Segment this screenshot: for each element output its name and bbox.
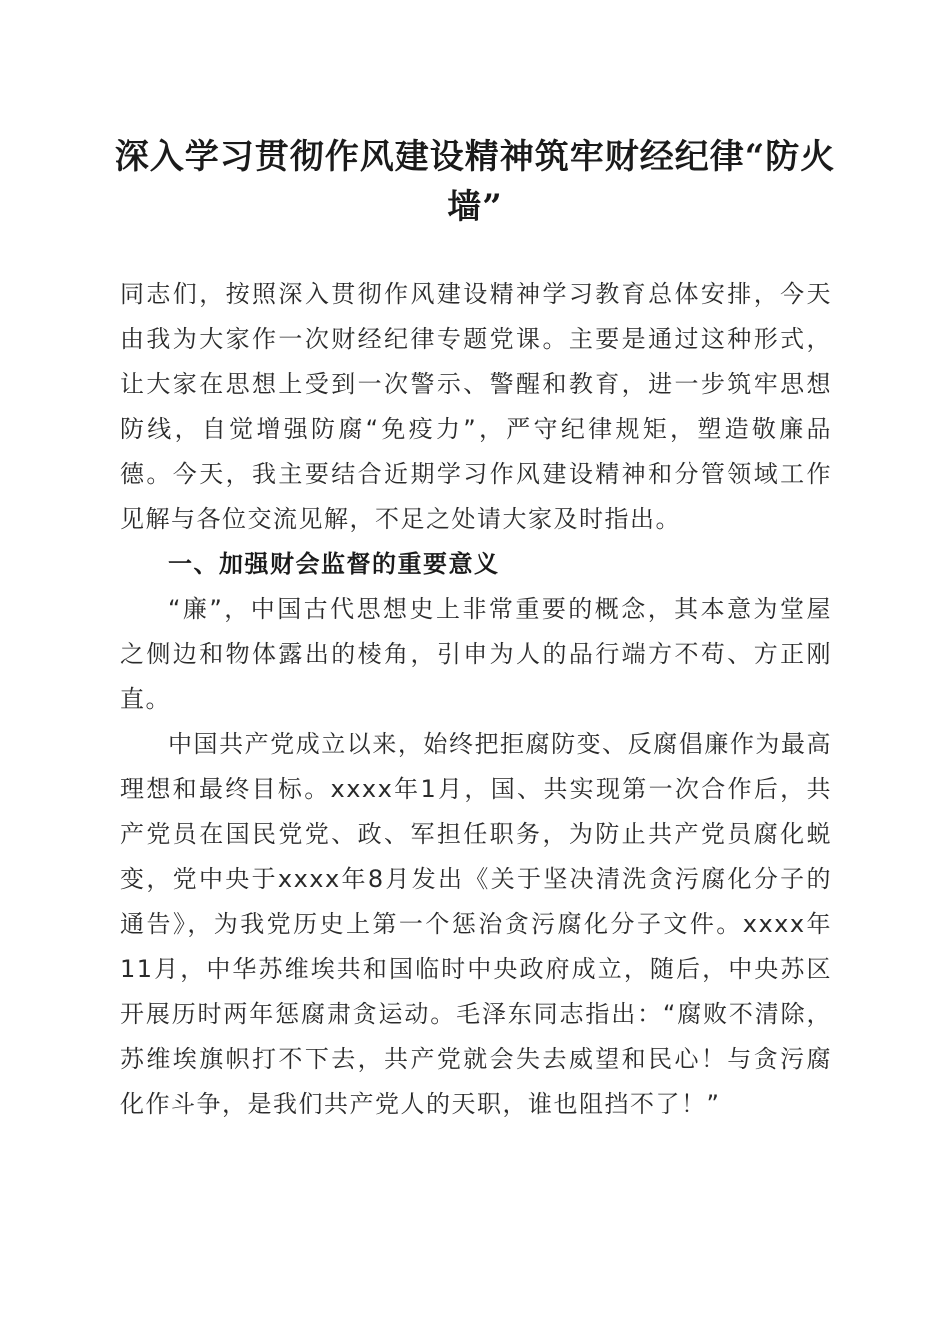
document-body: [120, 272, 832, 1127]
opening-paragraph: 同志们，按照深入贯彻作风建设精神学习教育总体安排，今天由我为大家作一次财经纪律专题党课。主要是通过这种形式，让大家在思想上受到一次警示、警醒和教育，进一步筑牢思想防线，自觉增强防腐“免疫力”，严守纪律规矩，塑造敬廉品德。今天，我主要结合近期学习作风建设精神和分管领域工作见解与各位交流见解，不足之处请大家及时指出。: [120, 280, 832, 533]
body-paragraph: 中国共产党成立以来，始终把拒腐防变、反腐倡廉作为最高理想和最终目标。xxxx年1月，国、共实现第一次合作后，共产党员在国民党党、政、军担任职务，为防止共产党员腐化蜕变，党中央于xxxx年8月发出《关于坚决清洗贪污腐化分子的通告》，为我党历史上第一个惩治贪污腐化分子文件。xxxx年11月，中华苏维埃共和国临时中央政府成立，随后，中央苏区开展历时两年惩腐肃贪运动。毛泽东同志指出：“腐败不清除，苏维埃旗帜打不下去，共产党就会失去威望和民心！与贪污腐化作斗争，是我们共产党人的天职，谁也阻挡不了！”: [120, 730, 832, 1118]
body-paragraph: “廉”，中国古代思想史上非常重要的概念，其本意为堂屋之侧边和物体露出的棱角，引申为人的品行端方不苟、方正刚直。: [120, 595, 832, 713]
section-heading: 一、加强财会监督的重要意义: [168, 550, 500, 578]
document-title: 深入学习贯彻作风建设精神筑牢财经纪律“防火墙”: [114, 137, 836, 227]
